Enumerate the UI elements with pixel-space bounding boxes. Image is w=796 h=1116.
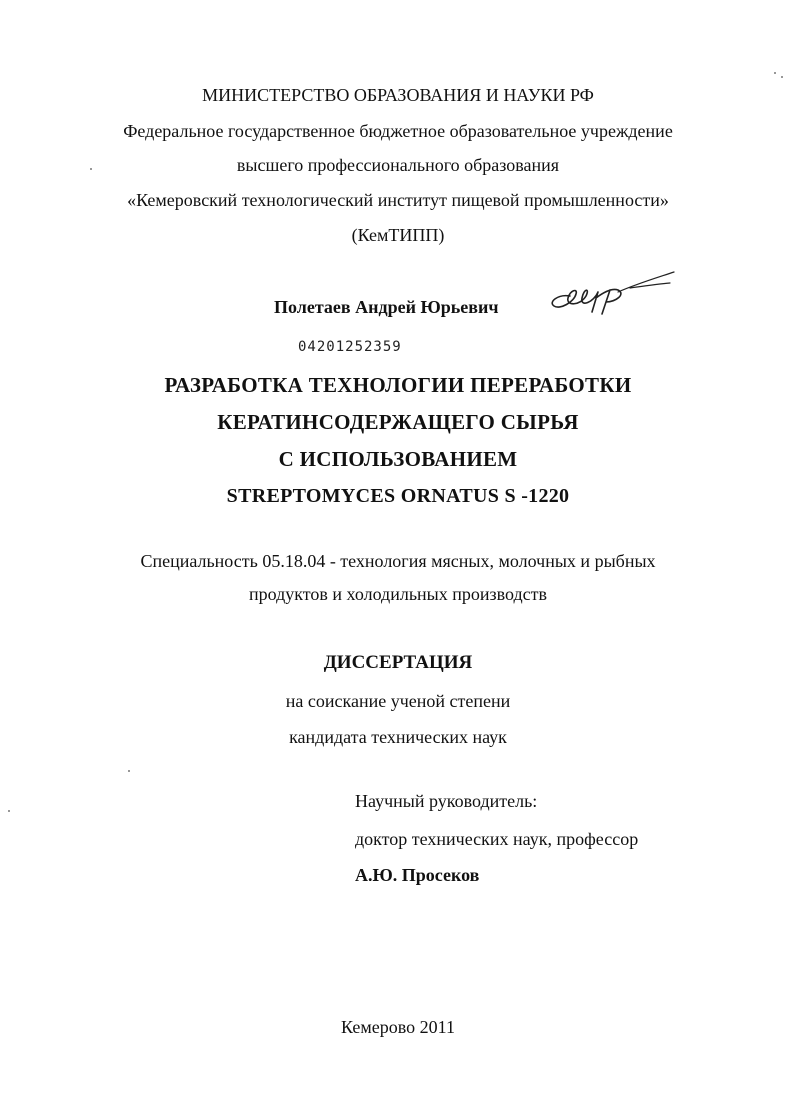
- city-year: Кемерово 2011: [341, 1017, 455, 1037]
- degree-line-1: на соискание ученой степени: [285, 691, 511, 711]
- supervisor-label: Научный руководитель:: [355, 791, 538, 811]
- supervisor-name: А.Ю. Просеков: [355, 865, 480, 885]
- institution-type-line: Федеральное государственное бюджетное образовательное учреждение: [123, 121, 673, 141]
- institution-abbreviation: (КемТИПП): [351, 225, 445, 245]
- specialty-line-1: Специальность 05.18.04 - технология мясных, молочных и рыбных: [140, 551, 656, 571]
- specialty-line-2: продуктов и холодильных производств: [248, 584, 548, 604]
- scan-speck: [90, 168, 92, 170]
- scan-speck: [128, 770, 130, 772]
- scan-speck: [781, 76, 783, 78]
- title-line-4: STREPTOMYCES ORNATUS S -1220: [226, 485, 570, 507]
- title-line-1: РАЗРАБОТКА ТЕХНОЛОГИИ ПЕРЕРАБОТКИ: [164, 373, 632, 397]
- institution-education-line: высшего профессионального образования: [236, 155, 560, 175]
- degree-line-2: кандидата технических наук: [289, 727, 507, 747]
- title-line-3: С ИСПОЛЬЗОВАНИЕМ: [278, 447, 518, 471]
- ministry-heading: МИНИСТЕРСТВО ОБРАЗОВАНИЯ И НАУКИ РФ: [202, 85, 594, 105]
- work-type-heading: ДИССЕРТАЦИЯ: [323, 652, 473, 673]
- scan-speck: [774, 72, 776, 74]
- author-name: Полетаев Андрей Юрьевич: [274, 297, 499, 317]
- registration-stamp: 04201252359: [298, 339, 402, 355]
- institution-name: «Кемеровский технологический институт пищевой промышленности»: [127, 190, 669, 210]
- scan-speck: [8, 810, 10, 812]
- supervisor-credentials: доктор технических наук, профессор: [355, 829, 639, 849]
- title-line-2: КЕРАТИНСОДЕРЖАЩЕГО СЫРЬЯ: [217, 410, 579, 434]
- signature-icon: [540, 268, 680, 318]
